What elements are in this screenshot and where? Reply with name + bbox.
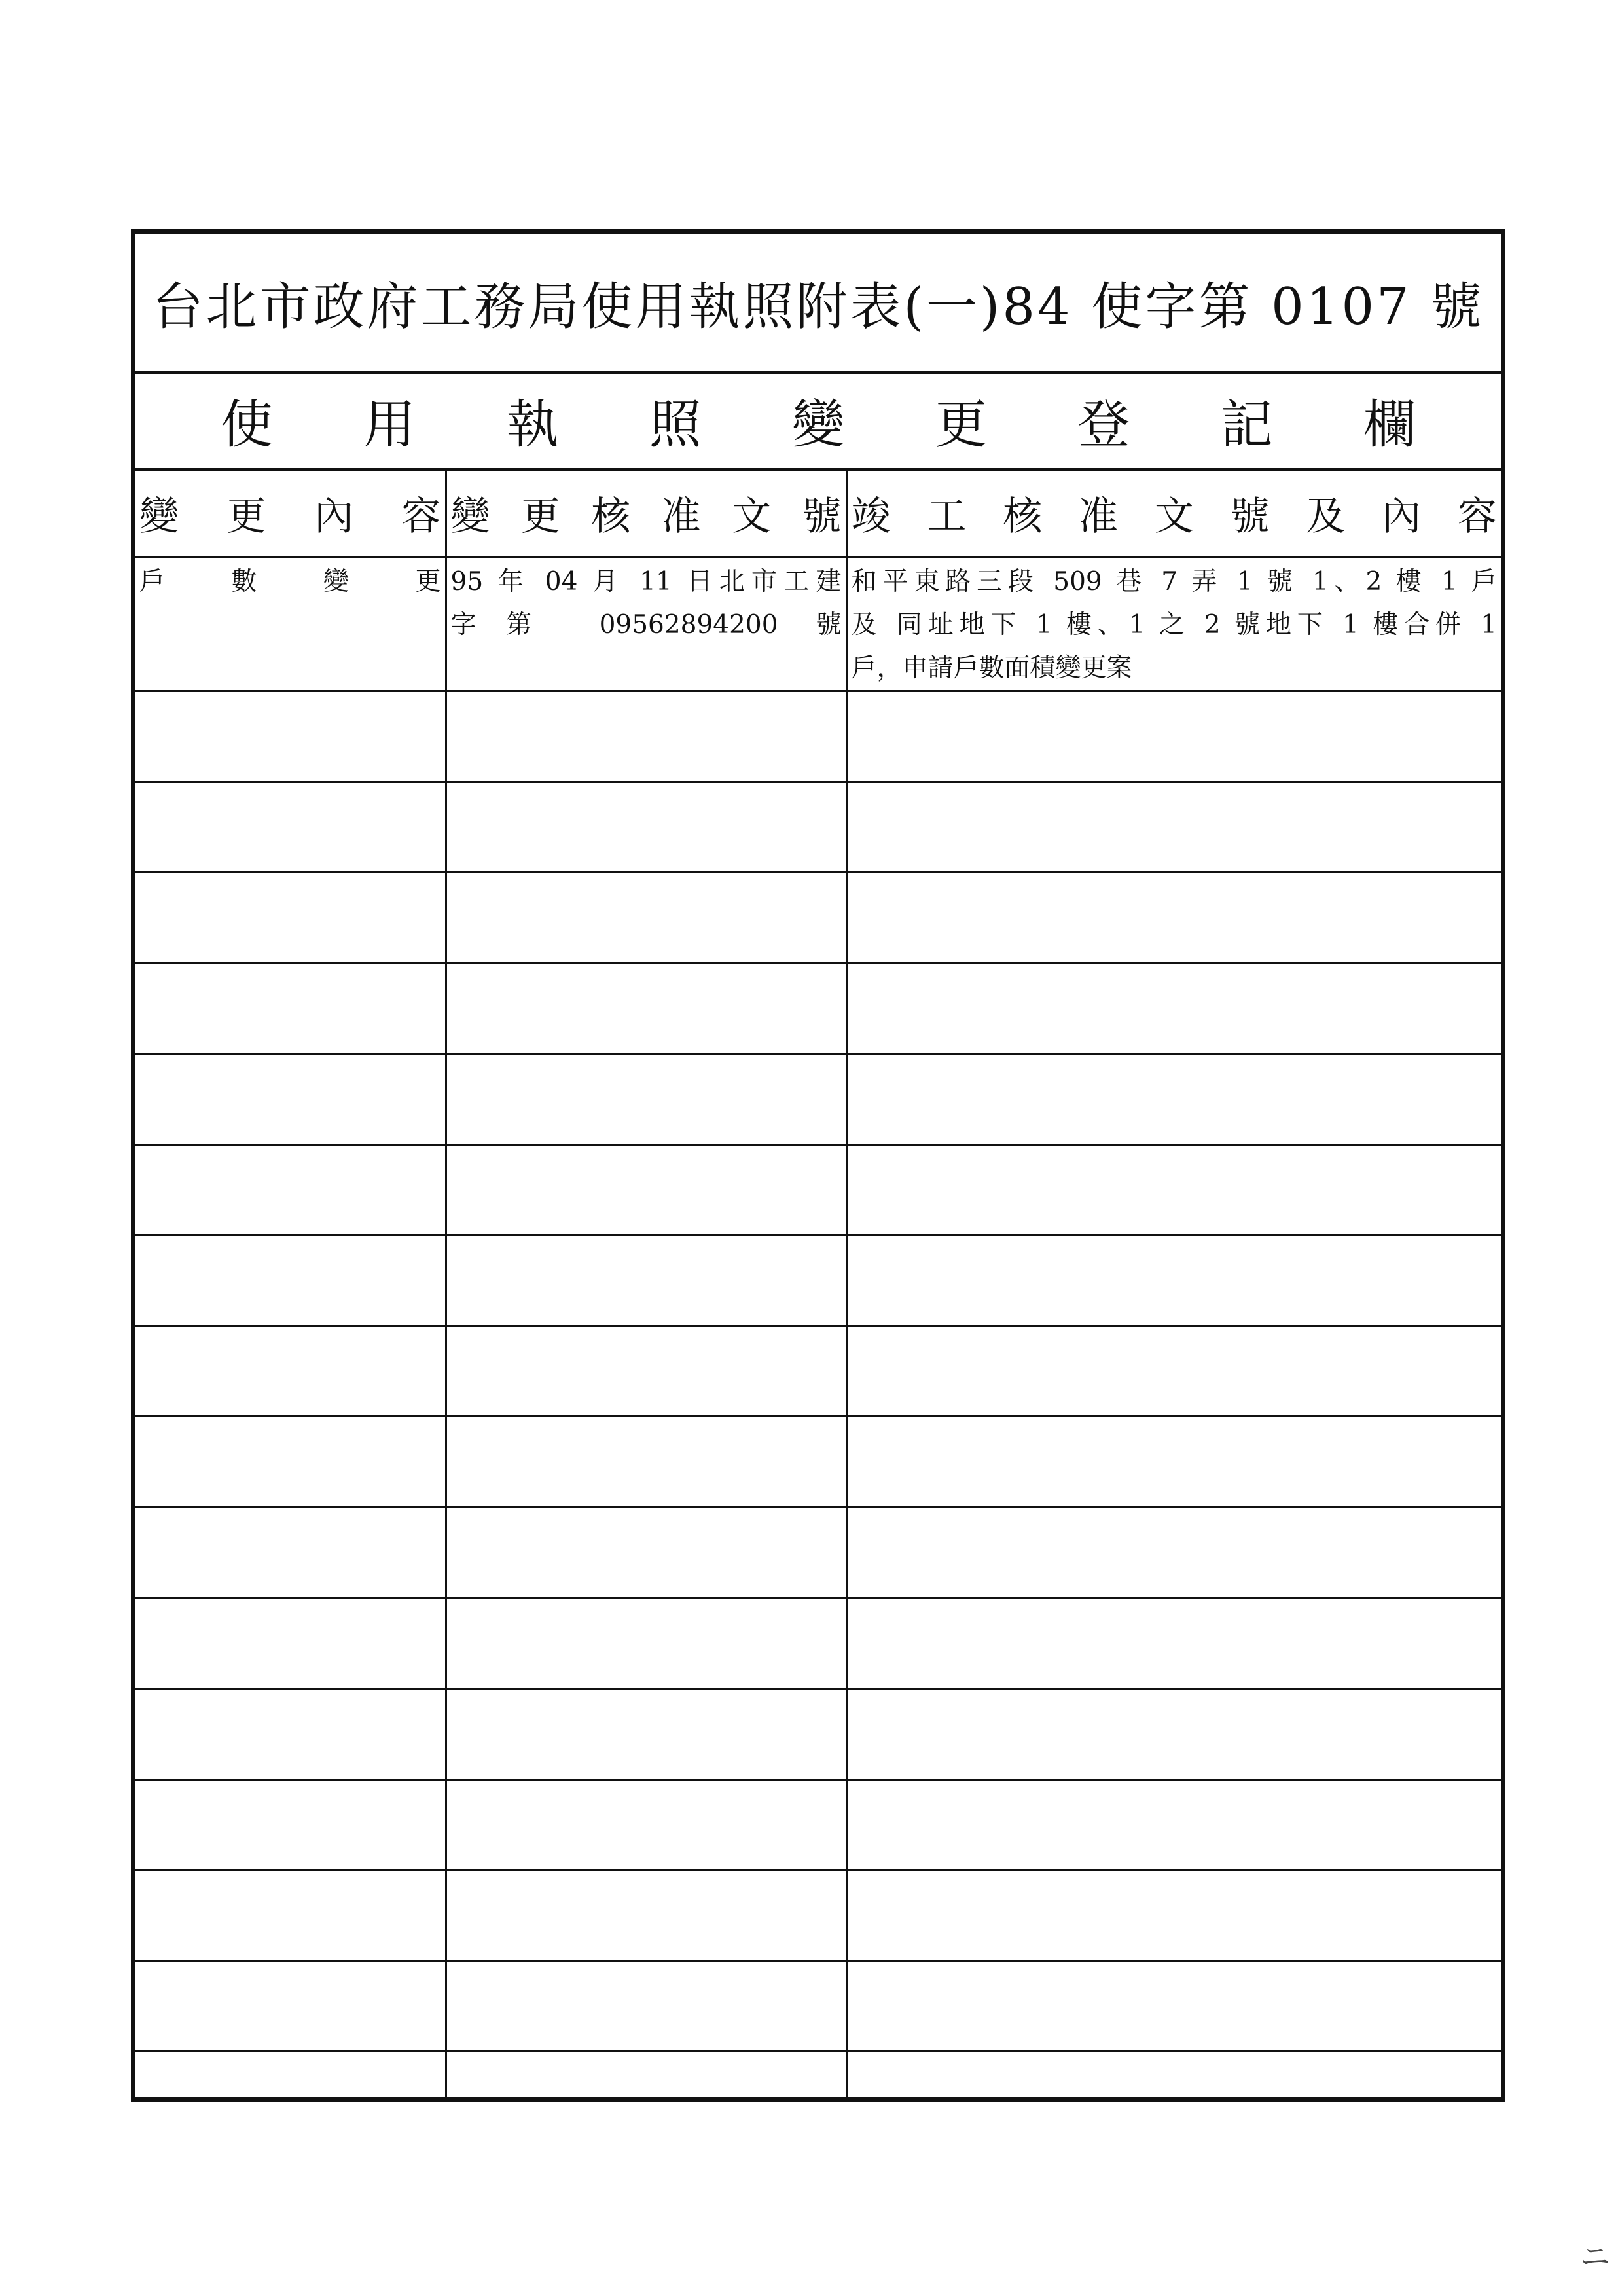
completion-content-cell	[846, 557, 1501, 691]
empty-table-row	[135, 1870, 1501, 1961]
change-content-cell	[135, 1054, 446, 1145]
header-char: 竣	[851, 494, 891, 539]
section-title-char: 照	[649, 393, 702, 455]
header-char: 變	[450, 494, 490, 539]
header-char: 工	[927, 494, 967, 539]
empty-table-row	[135, 1417, 1501, 1508]
completion-content-cell	[846, 782, 1501, 873]
header-char: 文	[732, 494, 772, 539]
empty-table-row	[135, 1054, 1501, 1145]
section-title-char: 登	[1077, 393, 1130, 455]
completion-content-cell	[846, 1689, 1501, 1780]
empty-table-row	[135, 1326, 1501, 1417]
approval-number-cell	[446, 1507, 846, 1598]
change-content-cell	[135, 1689, 446, 1780]
approval-number-cell	[446, 1144, 846, 1235]
header-char: 內	[314, 494, 353, 539]
approval-number-cell	[446, 873, 846, 964]
header-row	[135, 471, 1501, 557]
section-title-char: 執	[506, 393, 559, 455]
header-char: 核	[591, 494, 631, 539]
empty-table-row	[135, 782, 1501, 873]
empty-table-row	[135, 873, 1501, 964]
header-char: 核	[1003, 494, 1043, 539]
approval-number-cell	[446, 782, 846, 873]
header-char: 准	[661, 494, 701, 539]
empty-table-row	[135, 691, 1501, 782]
change-content-cell	[135, 1870, 446, 1961]
completion-content-cell	[846, 1054, 1501, 1145]
header-char: 及	[1306, 494, 1346, 539]
change-content-cell	[135, 1144, 446, 1235]
change-content	[135, 558, 445, 604]
approval-number-cell	[446, 1870, 846, 1961]
approval-number-cell	[446, 1326, 846, 1417]
header-char: 更	[520, 494, 560, 539]
change-content-cell	[135, 873, 446, 964]
approval-number-cell	[446, 1598, 846, 1689]
completion-content-cell	[846, 1326, 1501, 1417]
registration-table-wrap	[135, 471, 1501, 2097]
header-char: 號	[802, 494, 842, 539]
section-title	[135, 371, 1501, 471]
change-content-cell	[135, 557, 446, 691]
approval-number-cell	[446, 557, 846, 691]
change-content-char: 數	[231, 567, 257, 596]
approval-number-line: 95 年 04 月 11 日北市工建	[450, 567, 842, 596]
completion-content-cell	[846, 1870, 1501, 1961]
change-content-cell	[135, 1598, 446, 1689]
completion-content-cell	[846, 2052, 1501, 2097]
approval-number-line: 字第 09562894200 號	[450, 610, 842, 640]
section-title-char: 用	[363, 393, 416, 455]
approval-number-cell	[446, 963, 846, 1054]
approval-number-cell	[446, 1779, 846, 1870]
change-content-char: 變	[323, 567, 349, 596]
completion-content-cell	[846, 1507, 1501, 1598]
change-content-char: 更	[415, 567, 441, 596]
empty-table-row	[135, 1961, 1501, 2052]
completion-content-cell	[846, 873, 1501, 964]
header-char: 更	[226, 494, 266, 539]
header-char: 文	[1154, 494, 1194, 539]
corner-mark: ニ	[1580, 2239, 1610, 2274]
completion-content-line: 及 同址地下 1 樓、1 之 2 號地下 1 樓合併 1	[851, 610, 1497, 640]
change-content-cell	[135, 2052, 446, 2097]
header-char: 內	[1382, 494, 1422, 539]
registration-table	[135, 471, 1501, 2097]
change-content-cell	[135, 1235, 446, 1326]
empty-table-row	[135, 1507, 1501, 1598]
completion-content-cell	[846, 691, 1501, 782]
approval-number-cell	[446, 2052, 846, 2097]
approval-number-cell	[446, 1961, 846, 2052]
empty-table-row	[135, 1689, 1501, 1780]
empty-table-row	[135, 1779, 1501, 1870]
change-content-cell	[135, 1417, 446, 1508]
section-title-char: 欄	[1363, 393, 1416, 455]
completion-content-cell	[846, 1417, 1501, 1508]
section-title-char: 使	[221, 393, 273, 455]
completion-content-cell	[846, 1144, 1501, 1235]
completion-content-line: 戶，申請戶數面積變更案	[851, 653, 1132, 683]
header-char: 容	[1458, 494, 1497, 539]
section-title-char: 記	[1220, 393, 1273, 455]
approval-number-cell	[446, 1054, 846, 1145]
completion-content-cell	[846, 1961, 1501, 2052]
header-char: 容	[401, 494, 441, 539]
empty-table-row	[135, 1235, 1501, 1326]
header-char: 准	[1078, 494, 1118, 539]
change-content-cell	[135, 1507, 446, 1598]
approval-number-cell	[446, 1689, 846, 1780]
change-content-cell	[135, 691, 446, 782]
completion-content-cell	[846, 1235, 1501, 1326]
completion-content-line: 和平東路三段 509 巷 7 弄 1 號 1、2 樓 1 戶	[851, 567, 1497, 596]
section-title-char: 更	[935, 393, 988, 455]
approval-number-cell	[446, 1235, 846, 1326]
approval-number-cell	[446, 1417, 846, 1508]
approval-number-cell	[446, 691, 846, 782]
change-registration-form	[131, 229, 1505, 2102]
completion-content-cell	[846, 1779, 1501, 1870]
header-completion-number-content	[846, 471, 1501, 557]
header-change-content	[135, 471, 446, 557]
empty-table-row	[135, 2052, 1501, 2097]
section-title-char: 變	[792, 393, 844, 455]
change-content-char: 戶	[139, 567, 166, 596]
header-char: 變	[139, 494, 179, 539]
change-content-cell	[135, 1779, 446, 1870]
empty-table-row	[135, 1144, 1501, 1235]
empty-table-row	[135, 963, 1501, 1054]
approval-number	[447, 558, 846, 647]
change-content-cell	[135, 782, 446, 873]
change-content-cell	[135, 963, 446, 1054]
form-title: 台北市政府工務局使用執照附表(一)84 使字第 0107 號	[135, 234, 1501, 374]
header-approval-number	[446, 471, 846, 557]
empty-table-row	[135, 1598, 1501, 1689]
completion-content-cell	[846, 963, 1501, 1054]
completion-content	[848, 558, 1501, 690]
change-content-cell	[135, 1326, 446, 1417]
table-row	[135, 557, 1501, 691]
header-char: 號	[1230, 494, 1270, 539]
completion-content-cell	[846, 1598, 1501, 1689]
change-content-cell	[135, 1961, 446, 2052]
